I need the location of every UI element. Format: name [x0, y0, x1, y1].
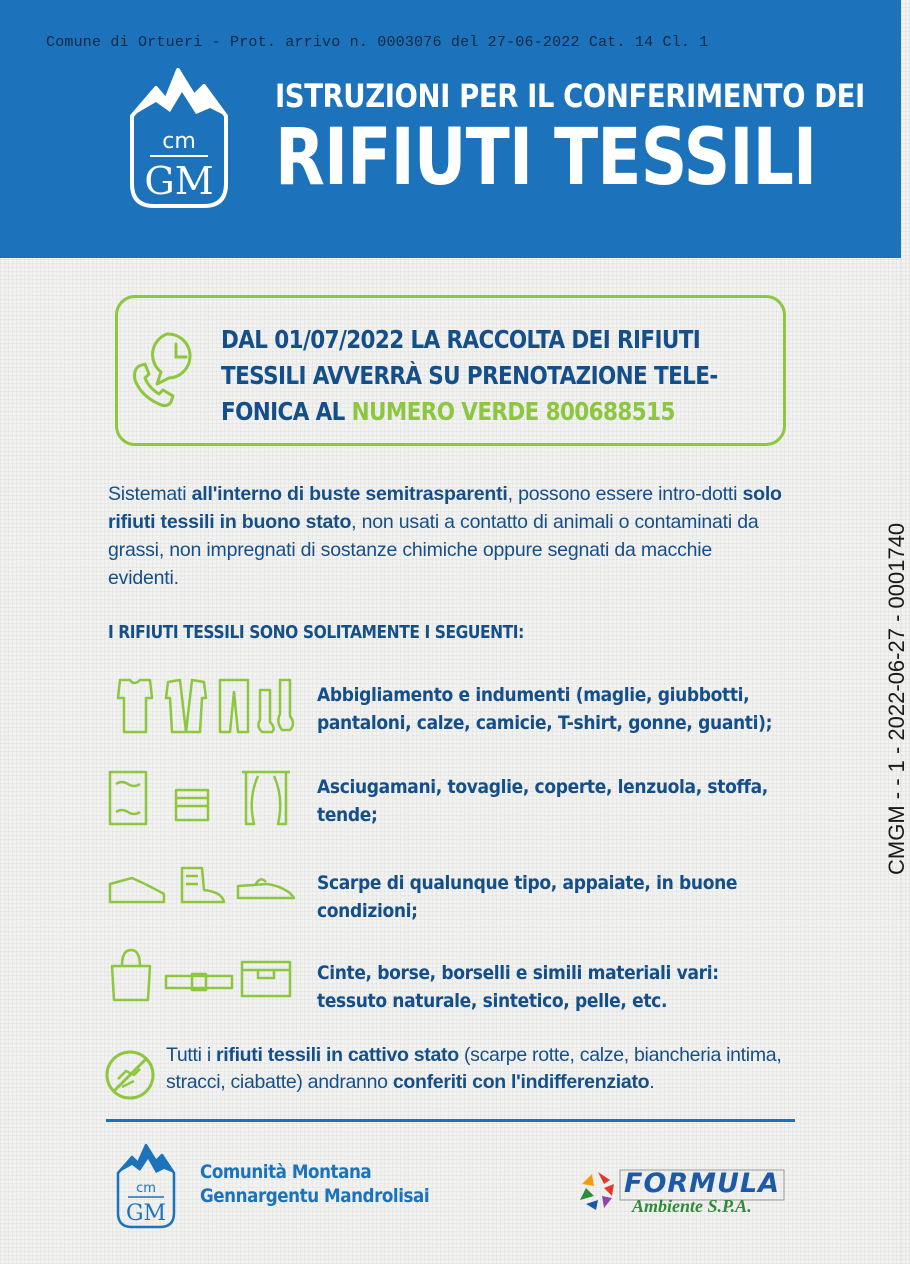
- item-bags-line1: Cinte, borse, borselli e simili materiali vari:: [317, 962, 719, 984]
- org-name: [200, 1160, 429, 1208]
- org-name-line2: Gennargentu Mandrolisai: [200, 1185, 430, 1207]
- intro-text-3: , non usati a contatto di animali o contaminati da grassi, non impregnati di sostanze chimiche oppure segnati da macchie evidenti.: [108, 511, 759, 589]
- linens-icon: [108, 768, 294, 828]
- item-shoes-line2: condizioni;: [317, 900, 418, 922]
- side-protocol-stamp: CMGM - - 1 - 2022-06-27 - 0001740: [884, 522, 909, 875]
- clothing-icon: [106, 676, 302, 736]
- toll-free-number: NUMERO VERDE 800688515: [351, 397, 675, 426]
- bad-text-1: Tutti i: [166, 1044, 216, 1066]
- intro-paragraph: [108, 480, 788, 592]
- intro-bold-1: all'interno di buste semitrasparenti: [191, 483, 508, 505]
- partner-name: FORMULA: [624, 1168, 781, 1199]
- item-linens-line1: Asciugamani, tovaglie, coperte, lenzuola, stoffa,: [317, 776, 768, 798]
- notice-line3: [221, 394, 694, 430]
- item-shoes-text: [317, 869, 737, 925]
- notice-text: [221, 322, 771, 430]
- no-waste-icon: [104, 1049, 156, 1101]
- logo-gm-text: GM: [144, 159, 214, 203]
- item-clothing-line1: Abbigliamento e indumenti (maglie, giubbotti,: [317, 684, 750, 706]
- footer-logo-cm-text: cm: [136, 1181, 156, 1196]
- item-clothing-text: [317, 681, 772, 737]
- footer-cmgm-logo-icon: [114, 1143, 178, 1229]
- bad-text-3: .: [649, 1071, 655, 1093]
- partner-subtitle: Ambiente S.P.A.: [632, 1196, 752, 1216]
- intro-text-1: Sistemati: [108, 483, 192, 505]
- logo-cm-text: cm: [162, 129, 196, 154]
- cmgm-logo-icon: [126, 66, 232, 212]
- intro-text-2: , possono essere intro-dotti: [507, 483, 743, 505]
- page-title-line1: ISTRUZIONI PER IL CONFERIMENTO DEI: [275, 77, 865, 115]
- bad-state-paragraph: [166, 1042, 806, 1096]
- item-shoes-line1: Scarpe di qualunque tipo, appaiate, in buone: [317, 872, 738, 894]
- item-linens-text: [317, 773, 768, 829]
- intro-bold-2: solo rifiuti tessili in buono stato: [108, 483, 782, 533]
- protocol-stamp: Comune di Ortueri - Prot. arrivo n. 0003076 del 27-06-2022 Cat. 14 Cl. 1: [46, 34, 709, 51]
- footer-divider: [106, 1119, 795, 1122]
- item-bags-text: [317, 959, 719, 1015]
- item-clothing-line2: pantaloni, calze, camicie, T-shirt, gonne, guanti);: [317, 712, 773, 734]
- notice-line2: TESSILI AVVERRÀ SU PRENOTAZIONE TELE-: [221, 361, 718, 390]
- notice-line3-prefix: FONICA AL: [221, 397, 352, 426]
- org-name-line1: Comunità Montana: [200, 1161, 372, 1183]
- item-bags-line2: tessuto naturale, sintetico, pelle, etc.: [317, 990, 668, 1012]
- item-linens-line2: tende;: [317, 804, 378, 826]
- bags-belts-icon: [108, 948, 292, 1004]
- footer-logo-gm-text: GM: [125, 1201, 167, 1226]
- phone-clock-icon: [129, 330, 203, 410]
- list-heading: I RIFIUTI TESSILI SONO SOLITAMENTE I SEGUENTI:: [108, 622, 524, 643]
- bad-bold-2: conferiti con l'indifferenziato: [392, 1071, 650, 1093]
- bad-text-2: (scarpe rotte, calze, biancheria intima, stracci, ciabatte) andranno: [166, 1044, 782, 1093]
- page-title-line2: RIFIUTI TESSILI: [275, 113, 817, 203]
- bad-bold-1: rifiuti tessili in cattivo stato: [215, 1044, 459, 1066]
- shoes-icon: [106, 864, 298, 908]
- notice-line1: DAL 01/07/2022 LA RACCOLTA DEI RIFIUTI: [221, 325, 701, 354]
